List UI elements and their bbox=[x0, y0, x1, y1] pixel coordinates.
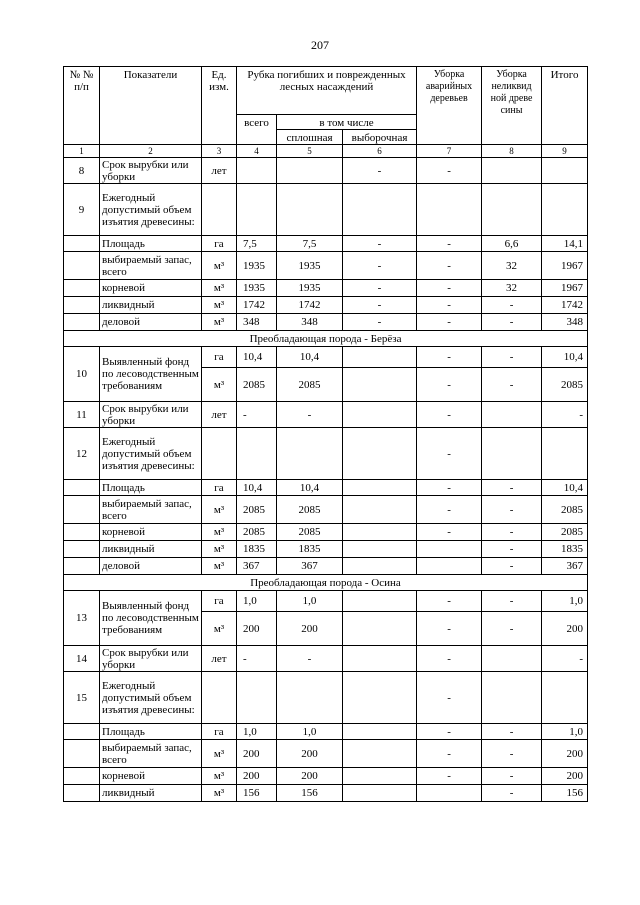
total-felling-cell: 156 bbox=[237, 785, 277, 802]
indicator-name: корневой bbox=[100, 768, 202, 785]
clear-felling-cell: 1835 bbox=[277, 541, 343, 558]
sum-cell bbox=[542, 672, 588, 724]
illiquid-cell: - bbox=[482, 368, 542, 402]
unit-cell: лет bbox=[202, 646, 237, 672]
unit-cell bbox=[202, 428, 237, 480]
total-felling-cell: 7,5 bbox=[237, 236, 277, 252]
column-number: 6 bbox=[343, 145, 417, 158]
sum-cell: 2085 bbox=[542, 368, 588, 402]
table-row bbox=[64, 672, 588, 724]
total-felling-cell: 2085 bbox=[237, 368, 277, 402]
unit-cell: га bbox=[202, 236, 237, 252]
row-number bbox=[64, 740, 100, 768]
emergency-cell bbox=[417, 558, 482, 575]
row-number bbox=[64, 558, 100, 575]
illiquid-cell: - bbox=[482, 314, 542, 331]
illiquid-cell bbox=[482, 158, 542, 184]
total-felling-cell: - bbox=[237, 402, 277, 428]
sum-cell: 1742 bbox=[542, 297, 588, 314]
unit-cell: га bbox=[202, 347, 237, 368]
row-number bbox=[64, 280, 100, 297]
selective-felling-cell bbox=[343, 612, 417, 646]
table-row bbox=[64, 252, 588, 280]
unit-cell: м³ bbox=[202, 541, 237, 558]
emergency-cell: - bbox=[417, 646, 482, 672]
table-row bbox=[64, 591, 588, 612]
header-total-sub: всего bbox=[237, 115, 277, 145]
sum-cell: 1,0 bbox=[542, 724, 588, 740]
sum-cell: - bbox=[542, 646, 588, 672]
table-row bbox=[64, 158, 588, 184]
header-emergency: Уборка аварийных деревьев bbox=[417, 67, 482, 145]
emergency-cell bbox=[417, 184, 482, 236]
indicator-name: выбираемый запас, всего bbox=[100, 252, 202, 280]
emergency-cell: - bbox=[417, 158, 482, 184]
illiquid-cell: - bbox=[482, 785, 542, 802]
total-felling-cell: 2085 bbox=[237, 496, 277, 524]
header-indicators: Показатели bbox=[100, 67, 202, 145]
emergency-cell: - bbox=[417, 724, 482, 740]
selective-felling-cell bbox=[343, 480, 417, 496]
unit-cell: га bbox=[202, 480, 237, 496]
sum-cell: 14,1 bbox=[542, 236, 588, 252]
row-number: 15 bbox=[64, 672, 100, 724]
column-numbers-row bbox=[64, 145, 588, 158]
unit-cell bbox=[202, 184, 237, 236]
row-number bbox=[64, 297, 100, 314]
clear-felling-cell bbox=[277, 184, 343, 236]
emergency-cell: - bbox=[417, 314, 482, 331]
unit-cell: м³ bbox=[202, 297, 237, 314]
emergency-cell: - bbox=[417, 428, 482, 480]
table-row bbox=[64, 347, 588, 368]
table-row bbox=[64, 496, 588, 524]
illiquid-cell bbox=[482, 402, 542, 428]
illiquid-cell: - bbox=[482, 612, 542, 646]
total-felling-cell: 2085 bbox=[237, 524, 277, 541]
clear-felling-cell: 367 bbox=[277, 558, 343, 575]
indicator-name: Выявленный фонд по лесоводственным требованиям bbox=[100, 347, 202, 402]
selective-felling-cell bbox=[343, 672, 417, 724]
illiquid-cell bbox=[482, 428, 542, 480]
indicator-name: деловой bbox=[100, 558, 202, 575]
table-row bbox=[64, 524, 588, 541]
indicator-name: Площадь bbox=[100, 724, 202, 740]
selective-felling-cell bbox=[343, 724, 417, 740]
clear-felling-cell: - bbox=[277, 646, 343, 672]
emergency-cell: - bbox=[417, 252, 482, 280]
sum-cell: 200 bbox=[542, 740, 588, 768]
selective-felling-cell bbox=[343, 524, 417, 541]
column-number: 1 bbox=[64, 145, 100, 158]
row-number bbox=[64, 724, 100, 740]
total-felling-cell: 1742 bbox=[237, 297, 277, 314]
emergency-cell: - bbox=[417, 496, 482, 524]
sum-cell: 1967 bbox=[542, 280, 588, 297]
row-number bbox=[64, 541, 100, 558]
total-felling-cell: 348 bbox=[237, 314, 277, 331]
table-row bbox=[64, 402, 588, 428]
clear-felling-cell: 7,5 bbox=[277, 236, 343, 252]
table-row bbox=[64, 724, 588, 740]
table-row bbox=[64, 541, 588, 558]
indicator-name: Выявленный фонд по лесоводственным требованиям bbox=[100, 591, 202, 646]
illiquid-cell: - bbox=[482, 558, 542, 575]
sum-cell: 10,4 bbox=[542, 480, 588, 496]
emergency-cell: - bbox=[417, 612, 482, 646]
column-number: 3 bbox=[202, 145, 237, 158]
illiquid-cell: - bbox=[482, 297, 542, 314]
column-number: 9 bbox=[542, 145, 588, 158]
header-felling: Рубка погибших и поврежденных лесных насаждений bbox=[237, 67, 417, 115]
clear-felling-cell: 200 bbox=[277, 612, 343, 646]
illiquid-cell bbox=[482, 646, 542, 672]
total-felling-cell: 200 bbox=[237, 612, 277, 646]
unit-cell: лет bbox=[202, 402, 237, 428]
clear-felling-cell bbox=[277, 158, 343, 184]
sum-cell: 10,4 bbox=[542, 347, 588, 368]
illiquid-cell: - bbox=[482, 480, 542, 496]
row-number: 11 bbox=[64, 402, 100, 428]
illiquid-cell: 32 bbox=[482, 252, 542, 280]
column-number: 4 bbox=[237, 145, 277, 158]
total-felling-cell: - bbox=[237, 646, 277, 672]
total-felling-cell: 367 bbox=[237, 558, 277, 575]
indicator-name: ликвидный bbox=[100, 297, 202, 314]
clear-felling-cell: 2085 bbox=[277, 368, 343, 402]
total-felling-cell bbox=[237, 672, 277, 724]
page-number: 207 bbox=[311, 38, 329, 52]
unit-cell: м³ bbox=[202, 524, 237, 541]
selective-felling-cell bbox=[343, 184, 417, 236]
emergency-cell: - bbox=[417, 768, 482, 785]
unit-cell: га bbox=[202, 724, 237, 740]
table-row bbox=[64, 480, 588, 496]
header-including: в том числе bbox=[277, 115, 417, 130]
sum-cell: 1967 bbox=[542, 252, 588, 280]
clear-felling-cell: 1742 bbox=[277, 297, 343, 314]
illiquid-cell bbox=[482, 184, 542, 236]
sum-cell: 367 bbox=[542, 558, 588, 575]
selective-felling-cell bbox=[343, 740, 417, 768]
selective-felling-cell bbox=[343, 428, 417, 480]
selective-felling-cell bbox=[343, 496, 417, 524]
indicator-name: Ежегодный допустимый объем изъятия древесины: bbox=[100, 184, 202, 236]
sum-cell: 200 bbox=[542, 612, 588, 646]
illiquid-cell: 6,6 bbox=[482, 236, 542, 252]
emergency-cell: - bbox=[417, 347, 482, 368]
header-selective: выборочная bbox=[343, 130, 417, 145]
illiquid-cell: 32 bbox=[482, 280, 542, 297]
unit-cell: м³ bbox=[202, 368, 237, 402]
header-clear: сплошная bbox=[277, 130, 343, 145]
indicator-name: Ежегодный допустимый объем изъятия древесины: bbox=[100, 672, 202, 724]
indicator-name: Площадь bbox=[100, 480, 202, 496]
unit-cell: м³ bbox=[202, 314, 237, 331]
row-number: 10 bbox=[64, 347, 100, 402]
indicator-name: ликвидный bbox=[100, 541, 202, 558]
sum-cell bbox=[542, 158, 588, 184]
total-felling-cell bbox=[237, 158, 277, 184]
row-number bbox=[64, 236, 100, 252]
illiquid-cell: - bbox=[482, 591, 542, 612]
row-number bbox=[64, 768, 100, 785]
selective-felling-cell bbox=[343, 785, 417, 802]
emergency-cell bbox=[417, 541, 482, 558]
illiquid-cell: - bbox=[482, 524, 542, 541]
selective-felling-cell bbox=[343, 402, 417, 428]
indicator-name: корневой bbox=[100, 280, 202, 297]
selective-felling-cell: - bbox=[343, 158, 417, 184]
row-number: 9 bbox=[64, 184, 100, 236]
row-number bbox=[64, 314, 100, 331]
sum-cell: 2085 bbox=[542, 496, 588, 524]
unit-cell: м³ bbox=[202, 740, 237, 768]
illiquid-cell: - bbox=[482, 740, 542, 768]
clear-felling-cell: 156 bbox=[277, 785, 343, 802]
clear-felling-cell: 1,0 bbox=[277, 591, 343, 612]
selective-felling-cell bbox=[343, 347, 417, 368]
selective-felling-cell: - bbox=[343, 236, 417, 252]
unit-cell: м³ bbox=[202, 252, 237, 280]
indicator-name: ликвидный bbox=[100, 785, 202, 802]
table-row bbox=[64, 314, 588, 331]
table-row bbox=[64, 236, 588, 252]
column-number: 2 bbox=[100, 145, 202, 158]
row-number bbox=[64, 785, 100, 802]
indicator-name: деловой bbox=[100, 314, 202, 331]
emergency-cell: - bbox=[417, 280, 482, 297]
emergency-cell: - bbox=[417, 368, 482, 402]
section-title: Преобладающая порода - Осина bbox=[64, 575, 588, 591]
unit-cell: м³ bbox=[202, 768, 237, 785]
total-felling-cell: 10,4 bbox=[237, 480, 277, 496]
sum-cell bbox=[542, 428, 588, 480]
row-number: 8 bbox=[64, 158, 100, 184]
emergency-cell: - bbox=[417, 236, 482, 252]
emergency-cell: - bbox=[417, 591, 482, 612]
table-row bbox=[64, 428, 588, 480]
indicator-name: корневой bbox=[100, 524, 202, 541]
selective-felling-cell bbox=[343, 558, 417, 575]
clear-felling-cell bbox=[277, 672, 343, 724]
emergency-cell: - bbox=[417, 740, 482, 768]
row-number bbox=[64, 524, 100, 541]
clear-felling-cell: 200 bbox=[277, 768, 343, 785]
sum-cell: 200 bbox=[542, 768, 588, 785]
selective-felling-cell: - bbox=[343, 252, 417, 280]
unit-cell: лет bbox=[202, 158, 237, 184]
table-row bbox=[64, 646, 588, 672]
row-number bbox=[64, 496, 100, 524]
illiquid-cell: - bbox=[482, 496, 542, 524]
selective-felling-cell bbox=[343, 646, 417, 672]
clear-felling-cell: 1935 bbox=[277, 280, 343, 297]
column-number: 7 bbox=[417, 145, 482, 158]
sum-cell: 156 bbox=[542, 785, 588, 802]
illiquid-cell bbox=[482, 672, 542, 724]
total-felling-cell: 10,4 bbox=[237, 347, 277, 368]
total-felling-cell: 1935 bbox=[237, 252, 277, 280]
section-row bbox=[64, 331, 588, 347]
sum-cell: 348 bbox=[542, 314, 588, 331]
total-felling-cell bbox=[237, 428, 277, 480]
sum-cell: 2085 bbox=[542, 524, 588, 541]
indicator-name: Срок вырубки или уборки bbox=[100, 646, 202, 672]
selective-felling-cell: - bbox=[343, 280, 417, 297]
row-number bbox=[64, 480, 100, 496]
indicator-name: Срок вырубки или уборки bbox=[100, 402, 202, 428]
selective-felling-cell bbox=[343, 768, 417, 785]
indicator-name: Площадь bbox=[100, 236, 202, 252]
table-row bbox=[64, 558, 588, 575]
clear-felling-cell: 200 bbox=[277, 740, 343, 768]
illiquid-cell: - bbox=[482, 724, 542, 740]
section-title: Преобладающая порода - Берёза bbox=[64, 331, 588, 347]
table-row bbox=[64, 297, 588, 314]
table-row bbox=[64, 785, 588, 802]
unit-cell: м³ bbox=[202, 612, 237, 646]
unit-cell bbox=[202, 672, 237, 724]
selective-felling-cell: - bbox=[343, 314, 417, 331]
row-number bbox=[64, 252, 100, 280]
column-number: 5 bbox=[277, 145, 343, 158]
indicator-name: выбираемый запас, всего bbox=[100, 740, 202, 768]
emergency-cell bbox=[417, 785, 482, 802]
total-felling-cell: 1835 bbox=[237, 541, 277, 558]
unit-cell: м³ bbox=[202, 496, 237, 524]
indicator-name: Ежегодный допустимый объем изъятия древесины: bbox=[100, 428, 202, 480]
header-no: № № п/п bbox=[64, 67, 100, 145]
section-row bbox=[64, 575, 588, 591]
total-felling-cell: 1,0 bbox=[237, 724, 277, 740]
sum-cell: 1,0 bbox=[542, 591, 588, 612]
clear-felling-cell: 1935 bbox=[277, 252, 343, 280]
total-felling-cell bbox=[237, 184, 277, 236]
sum-cell bbox=[542, 184, 588, 236]
header-total: Итого bbox=[542, 67, 588, 145]
emergency-cell: - bbox=[417, 672, 482, 724]
clear-felling-cell: 10,4 bbox=[277, 480, 343, 496]
clear-felling-cell: 1,0 bbox=[277, 724, 343, 740]
unit-cell: га bbox=[202, 591, 237, 612]
unit-cell: м³ bbox=[202, 558, 237, 575]
clear-felling-cell: 348 bbox=[277, 314, 343, 331]
column-number: 8 bbox=[482, 145, 542, 158]
forest-felling-table bbox=[63, 66, 588, 802]
selective-felling-cell bbox=[343, 541, 417, 558]
table-row bbox=[64, 768, 588, 785]
total-felling-cell: 200 bbox=[237, 740, 277, 768]
sum-cell: - bbox=[542, 402, 588, 428]
clear-felling-cell: 2085 bbox=[277, 524, 343, 541]
header-unit: Ед. изм. bbox=[202, 67, 237, 145]
emergency-cell: - bbox=[417, 480, 482, 496]
total-felling-cell: 1,0 bbox=[237, 591, 277, 612]
clear-felling-cell: 10,4 bbox=[277, 347, 343, 368]
total-felling-cell: 200 bbox=[237, 768, 277, 785]
emergency-cell: - bbox=[417, 402, 482, 428]
selective-felling-cell: - bbox=[343, 297, 417, 314]
table-row bbox=[64, 740, 588, 768]
illiquid-cell: - bbox=[482, 347, 542, 368]
clear-felling-cell bbox=[277, 428, 343, 480]
row-number: 14 bbox=[64, 646, 100, 672]
clear-felling-cell: 2085 bbox=[277, 496, 343, 524]
selective-felling-cell bbox=[343, 591, 417, 612]
header-illiquid: Уборка неликвид ной древе сины bbox=[482, 67, 542, 145]
total-felling-cell: 1935 bbox=[237, 280, 277, 297]
emergency-cell: - bbox=[417, 524, 482, 541]
selective-felling-cell bbox=[343, 368, 417, 402]
row-number: 12 bbox=[64, 428, 100, 480]
row-number: 13 bbox=[64, 591, 100, 646]
table-row bbox=[64, 184, 588, 236]
indicator-name: Срок вырубки или уборки bbox=[100, 158, 202, 184]
table-row bbox=[64, 280, 588, 297]
indicator-name: выбираемый запас, всего bbox=[100, 496, 202, 524]
illiquid-cell: - bbox=[482, 768, 542, 785]
unit-cell: м³ bbox=[202, 280, 237, 297]
illiquid-cell: - bbox=[482, 541, 542, 558]
unit-cell: м³ bbox=[202, 785, 237, 802]
emergency-cell: - bbox=[417, 297, 482, 314]
sum-cell: 1835 bbox=[542, 541, 588, 558]
clear-felling-cell: - bbox=[277, 402, 343, 428]
